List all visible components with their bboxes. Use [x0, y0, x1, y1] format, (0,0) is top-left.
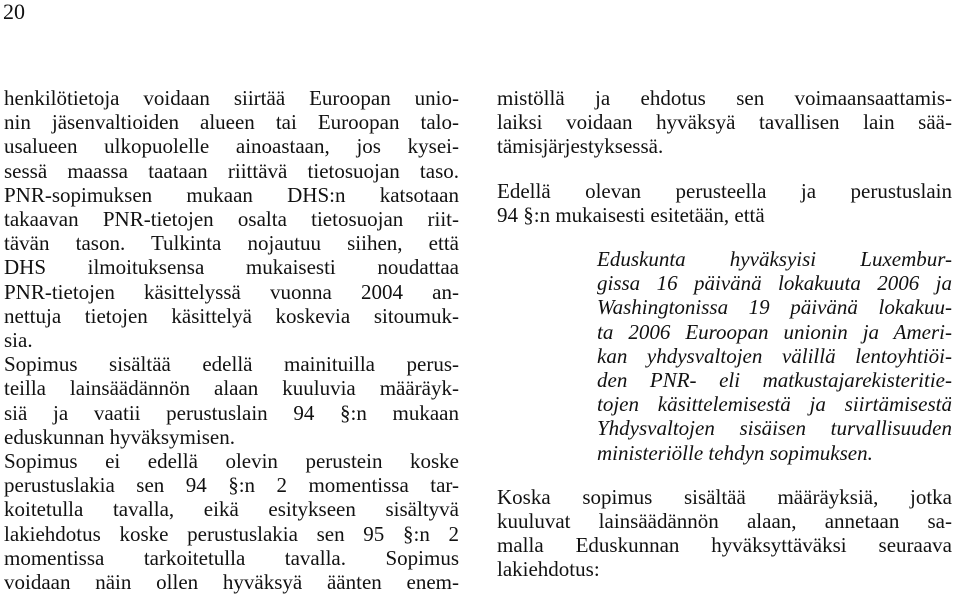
- paragraph-esitetaan: [497, 179, 952, 227]
- text-line: tojen käsittelemisestä ja siirtämisestä: [597, 392, 952, 417]
- text-line: DHS ilmoituksensa mukaisesti noudattaa: [4, 255, 459, 280]
- text-line: momentissa tarkoitetulla tavalla. Sopimus: [4, 545, 459, 570]
- text-line: 94 §:n mukaisesti esitetään, että: [497, 202, 765, 227]
- paragraph-voimaansaattamislaki: [497, 86, 952, 159]
- text-line: lakiehdotus koske perustuslakia sen 95 §:n 2: [4, 521, 459, 546]
- text-line: tävän tason. Tulkinta nojautuu siihen, että: [4, 231, 459, 256]
- text-line: den PNR- eli matkustajarekisteritie-: [597, 368, 952, 393]
- text-line: PNR-tietojen käsittelyssä vuonna 2004 an-: [4, 279, 459, 304]
- text-line: Eduskunta hyväksyisi Luxembur-: [597, 247, 952, 272]
- paragraph-gap: [497, 159, 952, 179]
- left-column: [4, 86, 459, 594]
- decision-proposal-quote: [597, 247, 952, 465]
- text-line: kan yhdysvaltojen välillä lentoyhtiöi-: [597, 343, 952, 368]
- text-line: Yhdysvaltojen sisäisen turvallisuuden: [597, 416, 952, 441]
- text-line: henkilötietoja voidaan siirtää Euroopan unio-: [4, 86, 459, 110]
- right-column: [497, 86, 952, 582]
- text-line: gissa 16 päivänä lokakuuta 2006 ja: [597, 271, 952, 296]
- text-line: perustuslakia sen 94 §:n 2 momentissa tar-: [4, 473, 459, 498]
- text-line: Sopimus ei edellä olevin perustein koske: [4, 449, 459, 474]
- text-line: Koska sopimus sisältää määräyksiä, jotka: [497, 484, 952, 509]
- text-line: sessä maassa taataan riittävä tietosuojan taso.: [4, 158, 459, 183]
- text-line: Washingtonissa 19 päivänä lokakuu-: [597, 295, 952, 320]
- text-line: nettuja tietojen käsittelyä koskevia sitoumuk-: [4, 303, 459, 328]
- text-line: laiksi voidaan hyväksyä tavallisen lain sää-: [497, 110, 952, 135]
- text-line: siä ja vaatii perustuslain 94 §:n mukaan: [4, 400, 459, 425]
- text-line: koitetulla tavalla, eikä esitykseen sisältyvä: [4, 497, 459, 522]
- page-number: 20: [3, 0, 25, 24]
- text-line: usalueen ulkopuolelle ainoastaan, jos kysei-: [4, 134, 459, 159]
- text-line: malla Eduskunnan hyväksyttäväksi seuraava: [497, 533, 952, 558]
- paragraph-gap: [497, 465, 952, 485]
- text-line: PNR-sopimuksen mukaan DHS:n katsotaan: [4, 182, 459, 207]
- text-line: tämisjärjestyksessä.: [497, 134, 664, 159]
- text-line: Sopimus sisältää edellä mainituilla perus-: [4, 352, 459, 377]
- text-line: lakiehdotus:: [497, 557, 600, 582]
- text-line: sia.: [4, 328, 33, 353]
- text-line: teilla lainsäädännön alaan kuuluvia määräyk-: [4, 376, 459, 401]
- text-line: ta 2006 Euroopan unionin ja Ameri-: [597, 319, 952, 344]
- text-line: kuuluvat lainsäädännön alaan, annetaan sa-: [497, 509, 952, 534]
- text-line: eduskunnan hyväksymisen.: [4, 424, 235, 449]
- text-line: nin jäsenvaltioiden alueen tai Euroopan talo-: [4, 110, 459, 135]
- text-line: ministeriölle tehdyn sopimuksen.: [597, 440, 873, 465]
- text-line: mistöllä ja ehdotus sen voimaansaattamis-: [497, 86, 952, 110]
- text-line: voidaan näin ollen hyväksyä äänten enem-: [4, 570, 459, 595]
- paragraph-gap: [497, 227, 952, 247]
- text-line: Edellä olevan perusteella ja perustuslain: [497, 178, 952, 203]
- text-line: takaavan PNR-tietojen osalta tietosuojan riit-: [4, 207, 459, 232]
- paragraph-lakiehdotus: [497, 485, 952, 582]
